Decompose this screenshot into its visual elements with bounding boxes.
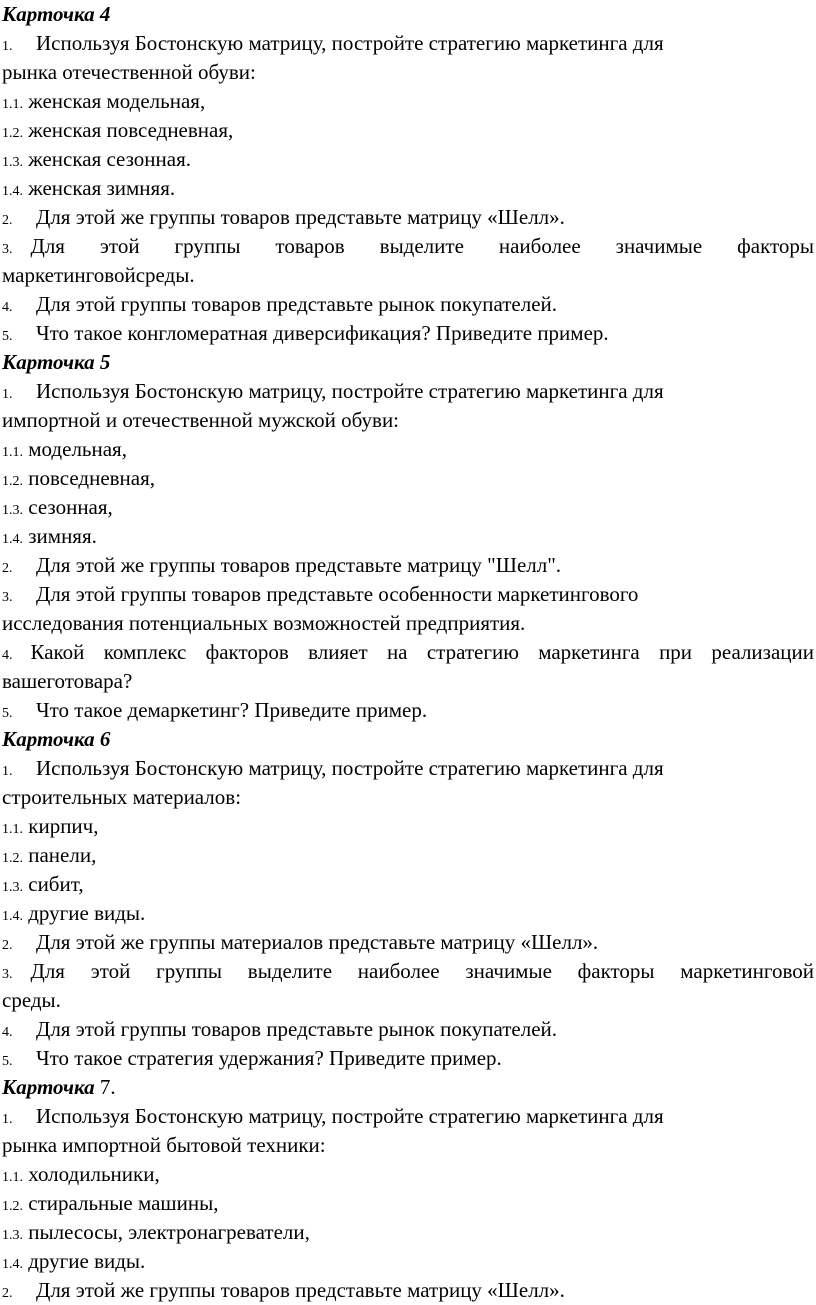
question-number: 1. (2, 387, 13, 402)
question-text: Используя Бостонскую матрицу, постройте стратегию маркетинга для (36, 31, 664, 55)
subitem (2, 174, 814, 203)
subitem (2, 464, 814, 493)
subitem-number: 1.3. (2, 503, 23, 518)
question-number: 2. (2, 1286, 13, 1301)
question-number: 2. (2, 213, 13, 228)
subitem (2, 493, 814, 522)
subitem-number: 1.3. (2, 880, 23, 895)
question-1 (2, 377, 814, 406)
subitem (2, 870, 814, 899)
question-text: Что такое конгломератная диверсификация? Приведите пример. (36, 321, 609, 345)
subitem-text: пылесосы, электронагреватели, (28, 1220, 310, 1244)
subitem-number: 1.2. (2, 126, 23, 141)
subitem-text: кирпич, (28, 814, 99, 838)
subitem-text: зимняя. (28, 524, 97, 548)
question-4 (2, 1015, 814, 1044)
question-5 (2, 1044, 814, 1073)
subitem (2, 899, 814, 928)
question-number: 2. (2, 561, 13, 576)
question-text: строительных материалов: (2, 785, 242, 809)
question-number: 1. (2, 764, 13, 779)
subitem-number: 1.3. (2, 1228, 23, 1243)
question-4 (2, 290, 814, 319)
subitem-text: повседневная, (28, 466, 156, 490)
question-number: 5. (2, 706, 13, 721)
subitem (2, 145, 814, 174)
question-number: 3. (2, 967, 13, 982)
subitem-number: 1.1. (2, 1170, 23, 1185)
question-text: Для этой группы товаров представьте особенности маркетингового (36, 582, 639, 606)
question-1 (2, 29, 814, 58)
card-title-text: Карточка 5 (2, 350, 111, 374)
question-2 (2, 203, 814, 232)
question-1-continuation (2, 58, 814, 87)
subitem-text: женская модельная, (28, 89, 206, 113)
subitem-text: холодильники, (28, 1162, 160, 1186)
subitem-number: 1.4. (2, 909, 23, 924)
question-text: Для этой же группы товаров представьте матрицу «Шелл». (36, 205, 565, 229)
subitem (2, 435, 814, 464)
subitem-text: женская зимняя. (28, 176, 176, 200)
subitem (2, 1160, 814, 1189)
subitem-number: 1.4. (2, 1257, 23, 1272)
question-text: Используя Бостонскую матрицу, постройте стратегию маркетинга для (36, 379, 664, 403)
subitem-number: 1.2. (2, 851, 23, 866)
question-number: 1. (2, 39, 13, 54)
question-1-continuation (2, 783, 814, 812)
subitem (2, 87, 814, 116)
question-3-continuation (2, 261, 814, 290)
question-text: Для этой же группы материалов представьте матрицу «Шелл». (36, 930, 599, 954)
question-text: Для этой группы товаров выделите наиболее значимые факторы (30, 234, 814, 258)
subitem-text: сезонная, (28, 495, 113, 519)
question-number: 4. (2, 1025, 13, 1040)
subitem-number: 1.1. (2, 822, 23, 837)
subitem-number: 1.4. (2, 184, 23, 199)
question-text: вашеготовара? (2, 669, 133, 693)
question-1-continuation (2, 1131, 814, 1160)
subitem-text: другие виды. (28, 1249, 146, 1273)
question-4 (2, 638, 814, 667)
subitem-text: женская сезонная. (28, 147, 192, 171)
question-4-continuation (2, 667, 814, 696)
question-number: 4. (2, 300, 13, 315)
question-text: Для этой группы товаров представьте рынок покупателей. (36, 1017, 558, 1041)
question-number: 4. (2, 648, 13, 663)
subitem-number: 1.3. (2, 155, 23, 170)
question-text: Для этой группы выделите наиболее значимые факторы маркетинговой (30, 959, 814, 983)
subitem-number: 1.4. (2, 532, 23, 547)
question-text: маркетинговойсреды. (2, 263, 195, 287)
question-1 (2, 1102, 814, 1131)
subitem-text: панели, (28, 843, 97, 867)
subitem-number: 1.1. (2, 445, 23, 460)
subitem-text: женская повседневная, (28, 118, 234, 142)
question-3-continuation (2, 986, 814, 1015)
card-4 (2, 0, 814, 348)
question-number: 5. (2, 1054, 13, 1069)
subitem-text: стиральные машины, (28, 1191, 219, 1215)
subitem (2, 1247, 814, 1276)
question-text: исследования потенциальных возможностей предприятия. (2, 611, 526, 635)
subitem (2, 116, 814, 145)
card-title-text: Карточка (2, 1075, 95, 1099)
subitem-text: модельная, (28, 437, 127, 461)
subitem-number: 1.2. (2, 474, 23, 489)
subitem (2, 1189, 814, 1218)
subitem-number: 1.2. (2, 1199, 23, 1214)
question-text: импортной и отечественной мужской обуви: (2, 408, 400, 432)
card-title (2, 725, 814, 754)
question-2 (2, 551, 814, 580)
subitem (2, 812, 814, 841)
card-title (2, 348, 814, 377)
question-text: рынка импортной бытовой техники: (2, 1133, 326, 1157)
card-title (2, 0, 814, 29)
question-text: среды. (2, 988, 61, 1012)
question-text: Какой комплекс факторов влияет на стратегию маркетинга при реализации (30, 640, 814, 664)
card-title (2, 1073, 814, 1102)
card-7 (2, 1073, 814, 1305)
card-title-text: Карточка 6 (2, 727, 111, 751)
question-number: 3. (2, 590, 13, 605)
subitem-number: 1.1. (2, 97, 23, 112)
subitem (2, 841, 814, 870)
question-text: Используя Бостонскую матрицу, постройте стратегию маркетинга для (36, 756, 664, 780)
question-1 (2, 754, 814, 783)
question-5 (2, 319, 814, 348)
question-number: 5. (2, 329, 13, 344)
question-3 (2, 957, 814, 986)
question-text: Что такое демаркетинг? Приведите пример. (36, 698, 428, 722)
question-2 (2, 1276, 814, 1305)
question-number: 3. (2, 242, 13, 257)
question-3 (2, 580, 814, 609)
question-3-continuation (2, 609, 814, 638)
card-title-number: 7. (94, 1075, 116, 1099)
subitem (2, 522, 814, 551)
question-text: Для этой же группы товаров представьте матрицу "Шелл". (36, 553, 562, 577)
question-text: рынка отечественной обуви: (2, 60, 256, 84)
card-6 (2, 725, 814, 1073)
question-2 (2, 928, 814, 957)
question-5 (2, 696, 814, 725)
question-text: Для этой же группы товаров представьте матрицу «Шелл». (36, 1278, 565, 1302)
subitem (2, 1218, 814, 1247)
card-5 (2, 348, 814, 725)
subitem-text: другие виды. (28, 901, 146, 925)
question-text: Для этой группы товаров представьте рынок покупателей. (36, 292, 558, 316)
subitem-text: сибит, (28, 872, 84, 896)
question-text: Используя Бостонскую матрицу, постройте стратегию маркетинга для (36, 1104, 664, 1128)
question-3 (2, 232, 814, 261)
question-number: 2. (2, 938, 13, 953)
question-number: 1. (2, 1112, 13, 1127)
question-1-continuation (2, 406, 814, 435)
question-text: Что такое стратегия удержания? Приведите пример. (36, 1046, 502, 1070)
card-title-text: Карточка 4 (2, 2, 111, 26)
